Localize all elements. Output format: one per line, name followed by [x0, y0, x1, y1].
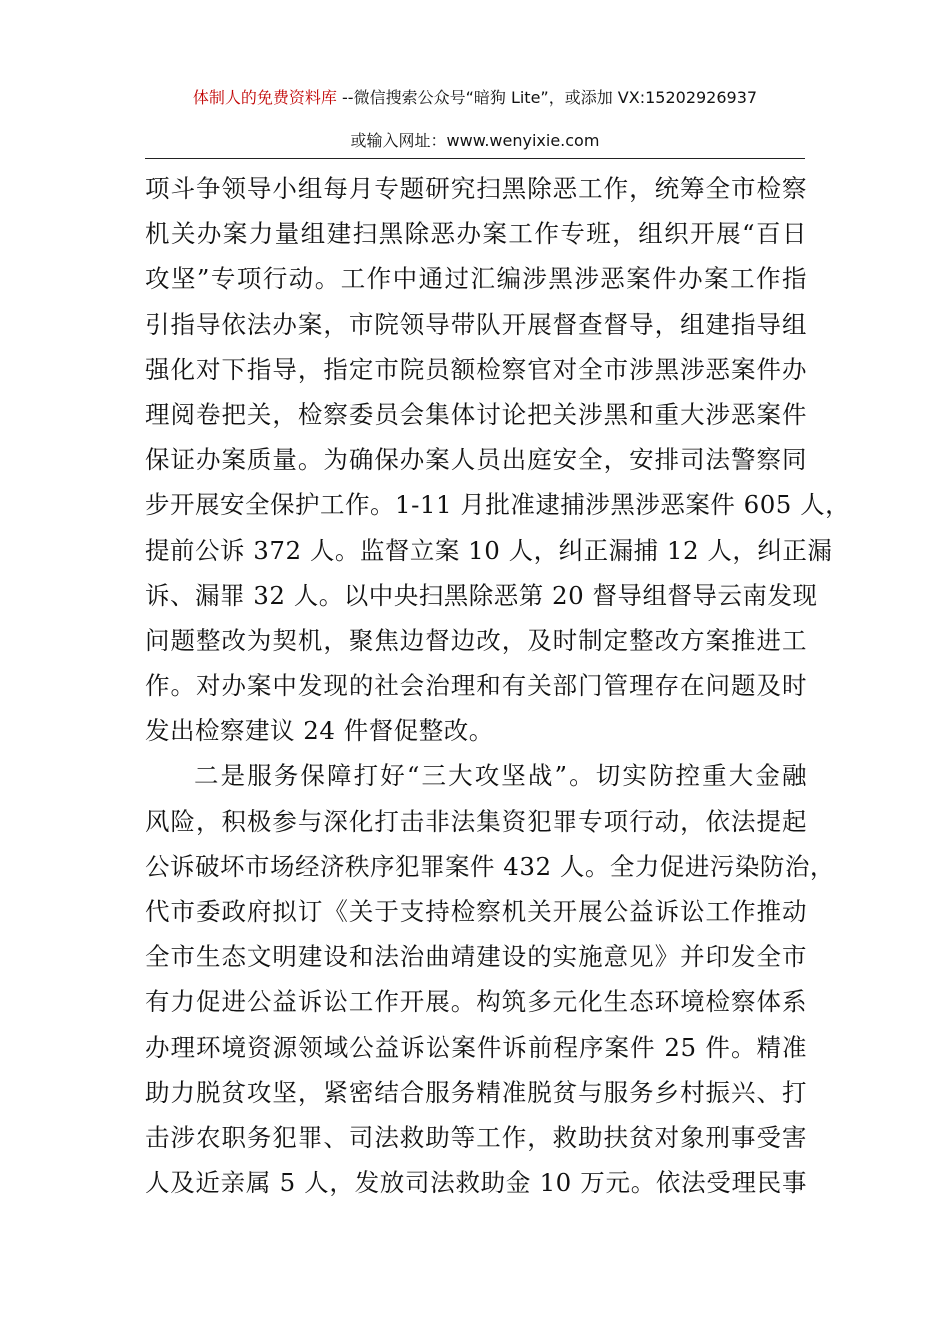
text-line: 理阅卷把关，检察委员会集体讨论把关涉黑和重大涉恶案件: [145, 399, 807, 429]
document-body: [145, 166, 851, 1205]
text-line: 二是服务保障打好“三大攻坚战”。切实防控重大金融: [194, 761, 807, 791]
text-line: 机关办案力量组建扫黑除恶办案工作专班，组织开展“百日: [145, 219, 807, 249]
header-brand: 体制人的免费资料库: [192, 88, 337, 107]
text-line: 保证办案质量。为确保办案人员出庭安全，安排司法警察同: [145, 445, 807, 475]
text-line: 问题整改为契机，聚焦边督边改，及时制定整改方案推进工: [145, 625, 807, 655]
text-line: 强化对下指导，指定市院员额检察官对全市涉黑涉恶案件办: [145, 354, 807, 384]
text-line: 人及近亲属 5 人，发放司法救助金 10 万元。依法受理民事: [145, 1168, 807, 1198]
text-line: 引指导依法办案，市院领导带队开展督查督导，组建指导组: [145, 309, 807, 339]
text-line: 代市委政府拟订《关于支持检察机关开展公益诉讼工作推动: [145, 897, 807, 926]
text-line: 风险，积极参与深化打击非法集资犯罪专项行动，依法提起: [145, 806, 807, 836]
text-line: 助力脱贫攻坚，紧密结合服务精准脱贫与服务乡村振兴、打: [145, 1077, 807, 1107]
text-line: 发出检察建议 24 件督促整改。: [145, 716, 494, 746]
text-line: 击涉农职务犯罪、司法救助等工作，救助扶贫对象刑事受害: [145, 1122, 807, 1152]
header-website: 或输入网址：www.wenyixie.com: [350, 131, 600, 150]
text-line: 公诉破坏市场经济秩序犯罪案件 432 人。全力促进污染防治，: [145, 851, 835, 881]
text-line: 有力促进公益诉讼工作开展。构筑多元化生态环境检察体系: [145, 987, 807, 1017]
paragraph-2: [145, 753, 835, 1205]
text-line: 攻坚”专项行动。工作中通过汇编涉黑涉恶案件办案工作指: [145, 264, 807, 294]
header-promo-line: [85, 88, 865, 108]
header-divider: [145, 158, 805, 159]
text-line: 提前公诉 372 人。监督立案 10 人，纠正漏捕 12 人，纠正漏: [145, 535, 833, 565]
paragraph-1: [145, 166, 851, 753]
text-line: 作。对办案中发现的社会治理和有关部门管理存在问题及时: [145, 671, 807, 701]
text-line: 项斗争领导小组每月专题研究扫黑除恶工作，统筹全市检察: [145, 174, 807, 203]
text-line: 办理环境资源领域公益诉讼案件诉前程序案件 25 件。精准: [145, 1032, 807, 1062]
text-line: 诉、漏罪 32 人。以中央扫黑除恶第 20 督导组督导云南发现: [145, 580, 818, 610]
text-line: 全市生态文明建设和法治曲靖建设的实施意见》并印发全市: [145, 942, 807, 972]
header-contact: --微信搜索公众号“暗狗 Lite”，或添加 VX:15202926937: [336, 88, 758, 107]
text-line: 步开展安全保护工作。1-11 月批准逮捕涉黑涉恶案件 605 人，: [145, 490, 851, 520]
